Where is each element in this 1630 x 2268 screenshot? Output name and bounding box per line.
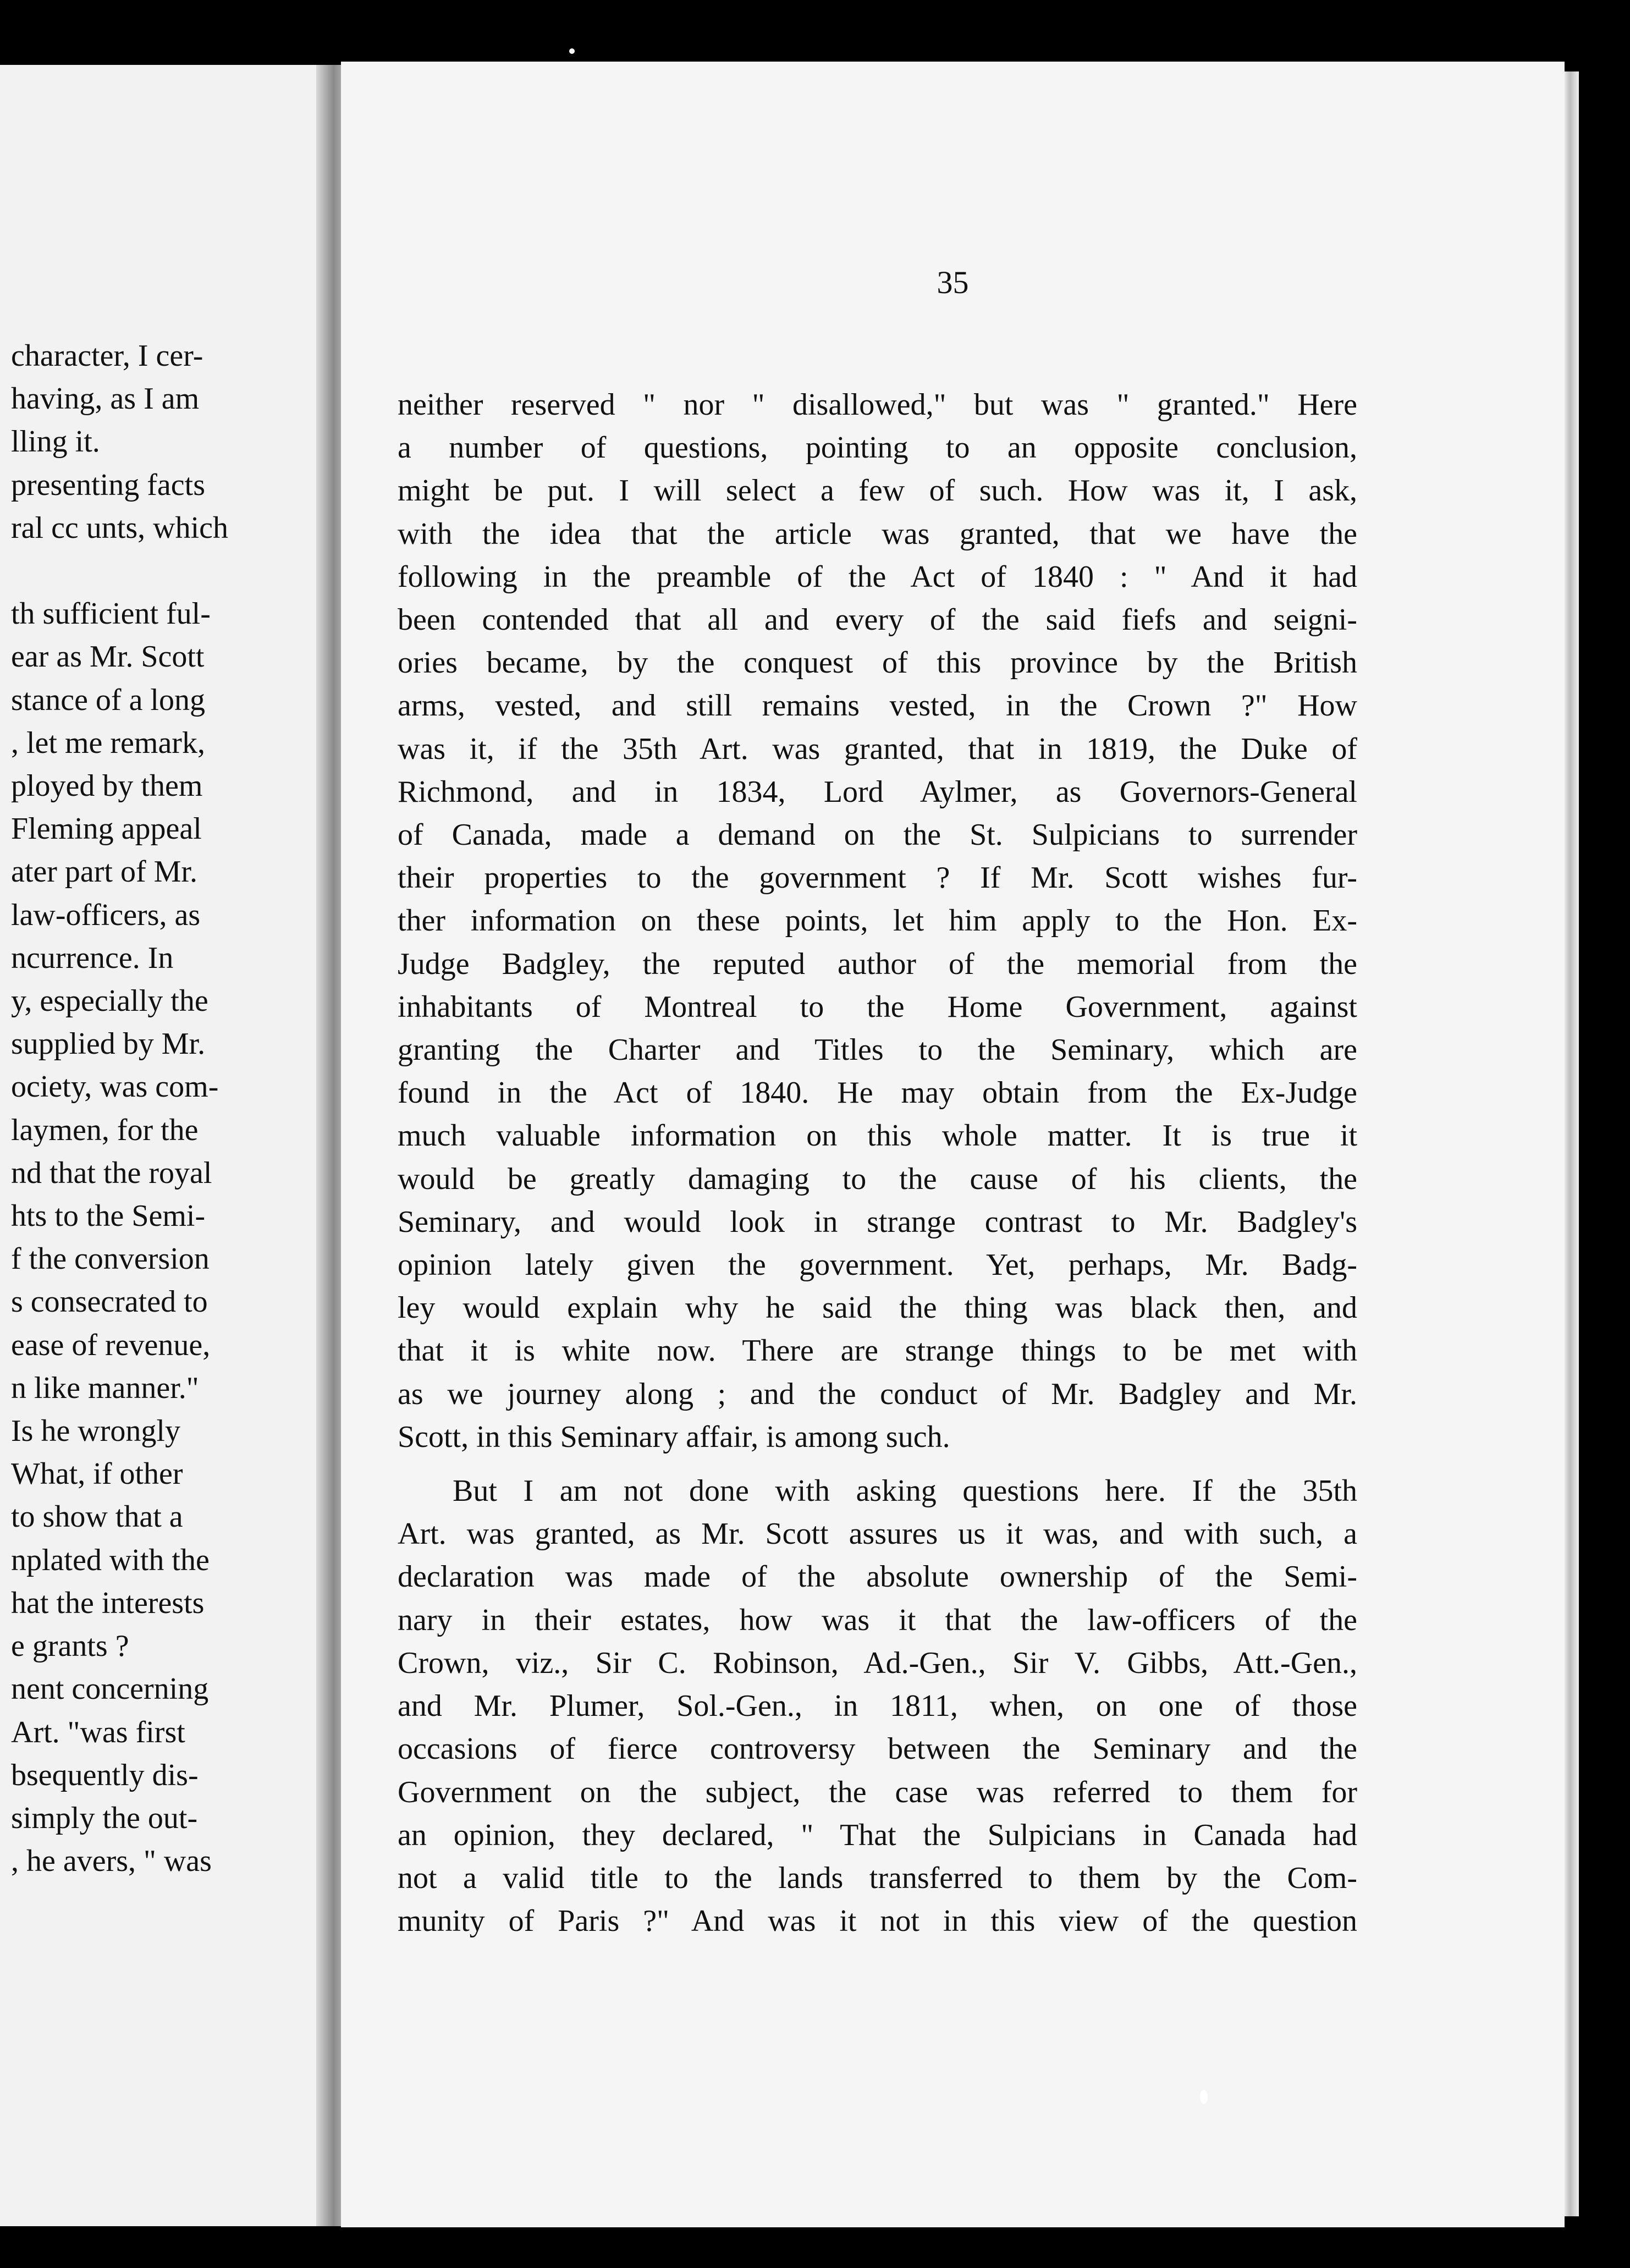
body-line: nary in their estates, how was it that the law-officers of the [398, 1603, 1357, 1637]
body-line: Seminary, and would look in strange contrast to Mr. Badgley's [398, 1204, 1357, 1239]
left-page-line: f the conversion [11, 1242, 210, 1276]
left-page-line: Is he wrongly [11, 1414, 180, 1449]
left-page-line: ncurrence. In [11, 940, 174, 975]
left-page-line: having, as I am [11, 382, 200, 416]
body-line: ley would explain why he said the thing was black then, and [398, 1291, 1357, 1325]
body-line: Art. was granted, as Mr. Scott assures us it was, and with such, a [398, 1517, 1357, 1551]
body-line: with the idea that the article was granted, that we have the [398, 516, 1357, 551]
body-line: their properties to the government ? If Mr. Scott wishes fur- [398, 861, 1357, 895]
left-page-line: What, if other [11, 1457, 183, 1491]
left-page-text [0, 334, 247, 1882]
dust-speck [569, 48, 575, 54]
body-line: an opinion, they declared, " That the Sulpicians in Canada had [398, 1818, 1357, 1852]
right-page [341, 62, 1565, 2227]
left-page-line: to show that a [11, 1500, 183, 1534]
body-line: Crown, viz., Sir C. Robinson, Ad.-Gen., Sir V. Gibbs, Att.-Gen., [398, 1645, 1357, 1680]
body-line: would be greatly damaging to the cause of his clients, the [398, 1161, 1357, 1196]
left-page-line: s consecrated to [11, 1285, 208, 1319]
page-number: 35 [937, 265, 969, 300]
body-line: a number of questions, pointing to an opposite conclusion, [398, 431, 1357, 465]
left-page-line: , he avers, " was [11, 1844, 212, 1879]
body-line: Government on the subject, the case was referred to them for [398, 1775, 1357, 1809]
left-page-line: th sufficient ful- [11, 597, 211, 631]
body-line: much valuable information on this whole matter. It is true it [398, 1119, 1357, 1153]
dust-speck [1200, 2090, 1208, 2104]
body-line: as we journey along ; and the conduct of Mr. Badgley and Mr. [398, 1377, 1357, 1411]
left-page [0, 65, 330, 2226]
left-page-line: ociety, was com- [11, 1070, 219, 1104]
left-page-line: nplated with the [11, 1543, 210, 1577]
page-edge [1565, 71, 1579, 2216]
left-page-line: e grants ? [11, 1629, 129, 1664]
body-line: But I am not done with asking questions here. If the 35th [453, 1474, 1357, 1509]
body-line: been contended that all and every of the said fiefs and seigni- [398, 603, 1357, 637]
left-page-line: n like manner." [11, 1370, 199, 1405]
left-page-line: y, especially the [11, 984, 208, 1019]
left-page-line: hat the interests [11, 1586, 205, 1620]
body-line: occasions of fierce controversy between the Seminary and the [398, 1732, 1357, 1766]
left-page-line: stance of a long [11, 682, 205, 717]
body-line: and Mr. Plumer, Sol.-Gen., in 1811, when, on one of those [398, 1689, 1357, 1724]
left-page-line: character, I cer- [11, 339, 203, 373]
body-line: Judge Badgley, the reputed author of the memorial from the [398, 946, 1357, 981]
body-line: declaration was made of the absolute ownership of the Semi- [398, 1560, 1357, 1594]
body-line: found in the Act of 1840. He may obtain from the Ex-Judge [398, 1076, 1357, 1110]
body-line: Richmond, and in 1834, Lord Aylmer, as Governors-General [398, 774, 1357, 809]
left-page-line: , let me remark, [11, 725, 205, 760]
left-page-line: lling it. [11, 425, 100, 459]
body-line: of Canada, made a demand on the St. Sulpicians to surrender [398, 818, 1357, 852]
left-page-line: nd that the royal [11, 1155, 212, 1190]
body-line: following in the preamble of the Act of 1840 : " And it had [398, 559, 1357, 594]
body-line: Scott, in this Seminary affair, is among such. [398, 1419, 950, 1454]
body-line: might be put. I will select a few of such. How was it, I ask, [398, 474, 1357, 508]
page-body-text [398, 383, 1357, 1942]
body-line: opinion lately given the government. Yet, perhaps, Mr. Badg- [398, 1248, 1357, 1282]
left-page-line: law-officers, as [11, 898, 201, 932]
left-page-line: bsequently dis- [11, 1758, 199, 1792]
left-page-line: ease of revenue, [11, 1328, 211, 1362]
left-page-line: presenting facts [11, 467, 205, 502]
body-line: munity of Paris ?" And was it not in this view of the question [398, 1904, 1357, 1939]
left-page-line: nent concerning [11, 1672, 209, 1706]
left-page-line: hts to the Semi- [11, 1199, 206, 1234]
body-line: not a valid title to the lands transferred to them by the Com- [398, 1860, 1357, 1895]
body-line: granting the Charter and Titles to the Seminary, which are [398, 1033, 1357, 1067]
left-page-line [0, 549, 247, 592]
paragraph-gap [398, 1458, 1357, 1469]
left-page-line: supplied by Mr. [11, 1027, 206, 1061]
left-page-line: simply the out- [11, 1801, 198, 1835]
body-line: ther information on these points, let him apply to the Hon. Ex- [398, 904, 1357, 938]
left-page-line: Fleming appeal [11, 812, 202, 846]
left-page-line: laymen, for the [11, 1113, 199, 1147]
body-line: inhabitants of Montreal to the Home Government, against [398, 989, 1357, 1024]
body-line: neither reserved " nor " disallowed," but was " granted." Here [398, 388, 1357, 422]
left-page-line: ployed by them [11, 769, 203, 803]
left-page-line: Art. "was first [11, 1715, 185, 1749]
body-line: was it, if the 35th Art. was granted, that in 1819, the Duke of [398, 731, 1357, 766]
body-line: arms, vested, and still remains vested, in the Crown ?" How [398, 689, 1357, 723]
left-page-line: ral cc unts, which [11, 510, 228, 545]
left-page-line: ear as Mr. Scott [11, 640, 205, 674]
body-line: that it is white now. There are strange things to be met with [398, 1334, 1357, 1368]
left-page-line: ater part of Mr. [11, 855, 197, 889]
body-line: ories became, by the conquest of this province by the British [398, 646, 1357, 680]
